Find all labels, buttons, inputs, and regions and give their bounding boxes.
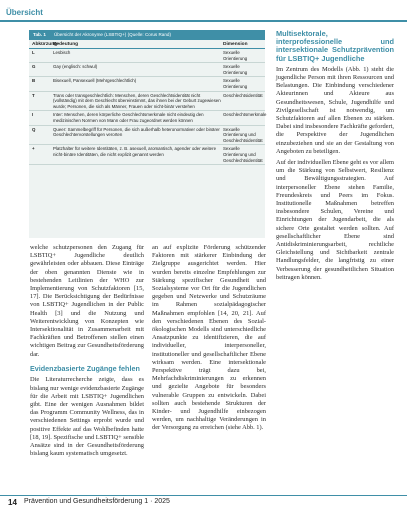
table-cell-dimension: Sexuelle Orientierung und Geschlechtsidentität bbox=[223, 126, 263, 143]
table-cell-abbr: B bbox=[32, 78, 36, 84]
table-row bbox=[29, 77, 265, 91]
journal-name: Prävention und Gesundheitsförderung 1 · 2025 bbox=[24, 498, 170, 505]
page-header bbox=[0, 8, 407, 22]
table-caption-text: Übersicht der Akronyme (LSBTIQ+) (Quelle: Corus Rand) bbox=[50, 30, 265, 40]
table-cell-dimension: Geschlechtsmerkmale bbox=[223, 112, 267, 118]
body-paragraph: Auf der individuellen Ebene geht es vor allem um die Stärkung von Selbstwert, Resilienz und Bewältigungsstrategien. Auf interpersoneller Ebene stehen Familie, Freundeskreis und Peers im Fokus. Institutionelle Maßnahmen betreffen insbesondere Schulen, Vereine und Einrichtungen der Jugendarbeit, die als sichere Orte gestaltet werden sollten. Auf gesellschaftlicher Ebene sind Antidiskriminierungsarbeit, rechtliche Gleichstellung und Sichtbarkeit zentrale Handlungsfelder, die langfristig zu einer Verbesserung der gesundheitlichen Situation beitragen können. bbox=[276, 159, 395, 281]
table-cell-meaning: Queer: Sammelbegriff für Personen, die sich außerhalb heteronormativer oder binärer Geschlechtervorstellungen verorten bbox=[53, 126, 220, 138]
table-cell-dimension: Sexuelle Orientierung bbox=[223, 50, 248, 61]
table-cell-abbr: + bbox=[32, 146, 35, 152]
table-row bbox=[29, 126, 265, 146]
table-header-row bbox=[29, 40, 265, 49]
table-header-cell: Bedeutung bbox=[53, 42, 79, 47]
table-row bbox=[29, 49, 265, 63]
table-cell-abbr: Q bbox=[32, 126, 36, 132]
body-paragraph: Die Literaturrecherche zeigte, dass es bislang nur wenige evidenzbasierte Zugänge für die Arbeit mit LSBTIQ+ Jugendlichen gibt. Eine der wenigen Ausnahmen bildet das Programm Community Wellness, das in verschiedenen Settings erprobt wurde und positive Effekte auf das Wohlbefinden hatte [18, 19]. Spezifische und LSBTIQ+ sensible Ansätze sind in der Gesundheitsförderung bislang kaum systematisch umgesetzt. bbox=[30, 376, 144, 458]
table-cell-abbr: I bbox=[32, 112, 34, 118]
text-column-left bbox=[30, 244, 144, 458]
text-column-right bbox=[276, 30, 394, 282]
table-cell-meaning: Gay (englisch: schwul) bbox=[53, 64, 98, 70]
table-cell-meaning: Inter: Menschen, deren körperliche Geschlechtsmerkmale nicht eindeutig den medizinischen Normen von Mann oder Frau zugeordnet werden können bbox=[53, 112, 204, 123]
page-number: 14 bbox=[8, 498, 17, 507]
table-cell-dimension: Geschlechtsidentität bbox=[223, 92, 263, 98]
body-paragraph: welche schutzpersonen den Zugang für LSBTIQ+ Jugendliche deutlich gewährleisten oder abbauen. Diese Einträge der oben genannten Dienste wie in bestehenden Leitlinien der WHO zur Implementierung von Schutzfaktoren [15, 17]. Die Berücksichtigung der Bedürfnisse von LSBTIQ+ Jugendlichen in der Public Health [3] und die Nutzung und Weiterentwicklung von Konzepten wie Intersektionalität in Zusammenarbeit mit Fachkräften und Betroffenen stellen einen wichtigen Beitrag zur Gesundheitsförderung dar. bbox=[30, 244, 144, 358]
table-cell-meaning: Lesbisch bbox=[53, 50, 71, 55]
table-cell-dimension: Sexuelle Orientierung bbox=[223, 64, 248, 75]
text-column-middle bbox=[152, 244, 266, 433]
body-paragraph: Im Zentrum des Modells (Abb. 1) steht die jugendliche Person mit ihren Ressourcen und Belastungen. Die Einbindung verschiedener Akteurinnen und Akteure aus Gesundheitswesen, Schule, Jugendhilfe und Zivilgesellschaft ist notwendig, um Schutzfaktoren auf allen Ebenen zu stärken. Dabei sind insbesondere Fachkräfte gefordert, die Perspektive der Jugendlichen einzubeziehen und sie an der Gestaltung von Angeboten zu beteiligen. bbox=[276, 65, 395, 155]
table-number: Tab. 1 bbox=[29, 30, 50, 40]
table-row bbox=[29, 63, 265, 77]
acronym-table bbox=[29, 30, 265, 238]
table-cell-meaning: Trans oder transgeschlechtlich: Menschen, deren Geschlechtsidentität nicht (vollständig) mit dem Geschlecht übereinstimmt, das ihnen bei der Geburt zugewiesen wurde; Personen, die sich als Männer, Frauen oder nicht-binär verstehen bbox=[53, 92, 221, 109]
table-cell-meaning: Platzhalter für weitere Identitäten, z. B. asexuell, aromantisch, agender oder weitere nicht-binäre Identitäten, die nicht explizit genannt werden bbox=[53, 146, 217, 157]
table-cell-abbr: L bbox=[32, 50, 35, 55]
table-header-cell: Dimension bbox=[223, 42, 248, 47]
table-row bbox=[29, 111, 265, 125]
section-subheading: Evidenzbasierte Zugänge fehlen bbox=[30, 363, 140, 373]
table-cell-abbr: T bbox=[32, 92, 35, 98]
table-cell-dimension: Sexuelle Orientierung und Geschlechtsidentität bbox=[223, 146, 263, 163]
section-subheading: Multisektorale, interprofessionelle und intersektionale Schutzprävention für LSBTIQ+ Jugendliche bbox=[276, 29, 394, 63]
table-cell-meaning: Bisexuell, Pansexuell (Mehrgeschlechtlich) bbox=[53, 78, 137, 84]
table-cell-dimension: Sexuelle Orientierung bbox=[223, 78, 248, 89]
page-footer bbox=[0, 495, 407, 509]
table-header-cell: Abkürzung bbox=[32, 42, 58, 47]
section-title: Übersicht bbox=[6, 8, 43, 17]
table-cell-abbr: G bbox=[32, 64, 36, 70]
body-paragraph: an auf explizite Förderung schützender Faktoren mit stärkerer Einbindung der Zielgruppe ausgerichtet werden. Hier wurden bereits einzelne Empfehlungen zur Stärkung spezifischer Gesundheit und Sozialsysteme vor Ort für die Jugendlichen gegeben und Netzwerke und Schutzräume im Rahmen sozialpädagogischer Maßnahmen empfohlen [14, 20, 21]. Auf den verschiedenen Ebenen des Sozial-ökologischen Modells sind unterschiedliche Ansatzpunkte zu identifizieren, die auf individueller, interpersoneller, institutioneller und gesellschaftlicher Ebene wirksam werden. Eine intersektionale Perspektive trägt dazu bei, Mehrfachdiskriminierungen zu erkennen und gezielte Angebote für besonders vulnerable Gruppen zu entwickeln. Dabei sollten auch bestehende Strukturen der Kinder- und Jugendhilfe einbezogen werden, um nachhaltige Veränderungen in der Versorgung zu erreichen (siehe Abb. 1). bbox=[152, 244, 266, 432]
table-row bbox=[29, 92, 265, 112]
table-caption bbox=[29, 30, 265, 40]
table-row bbox=[29, 145, 265, 165]
